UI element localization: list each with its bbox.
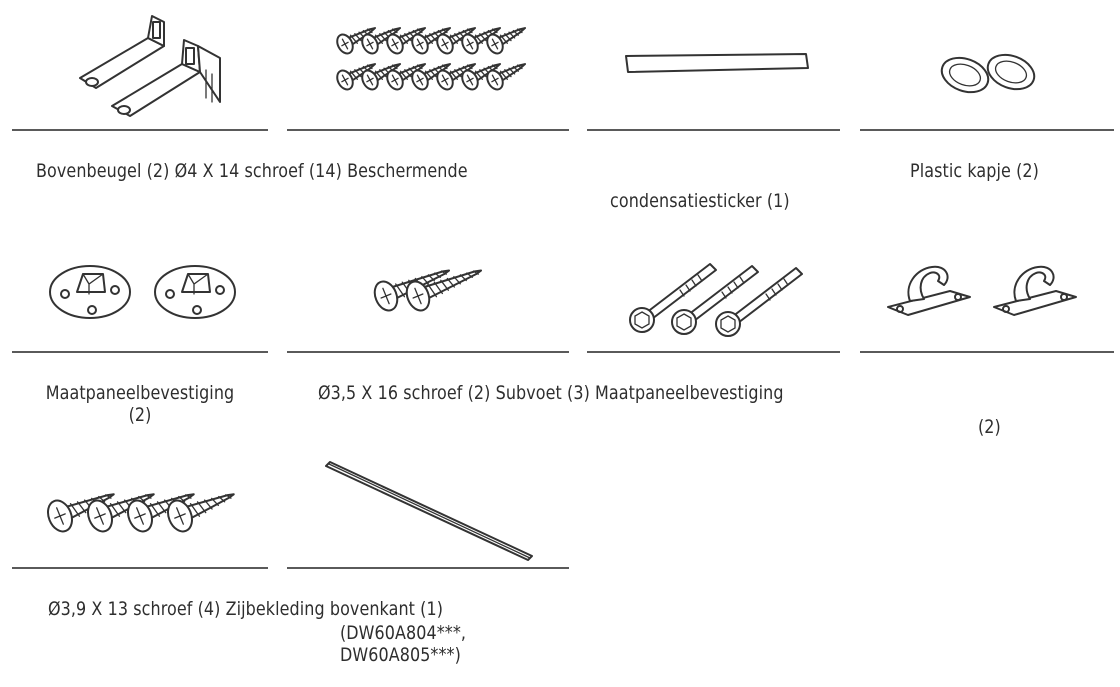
condensation-sticker-icon [620,50,815,80]
subfoot-icon [620,250,820,340]
label-panel-fixing-line2: (2) [128,404,152,426]
label-screw-subfoot-panel-fixing: Ø3,5 X 16 schroef (2) Subvoet (3) Maatpaneelbevestiging [318,382,784,404]
screw-3-5x16-icon [368,250,498,325]
side-trim-icon [318,458,543,568]
divider-line [287,351,569,353]
label-panel-clip-count: (2) [978,416,1001,438]
divider-line [587,129,840,131]
label-plastic-cap: Plastic kapje (2) [910,160,1039,182]
panel-fixing-icon [45,252,245,327]
plastic-cap-icon [935,40,1045,110]
divider-line [587,351,840,353]
divider-line [287,129,569,131]
label-screw-side-trim: Ø3,9 X 13 schroef (4) Zijbekleding bovenkant (1) [48,598,444,620]
divider-line [12,129,268,131]
screw-3-9x13-icon [40,470,250,550]
top-bracket-icon [60,10,240,120]
divider-line [860,129,1114,131]
label-top-bracket-screw-protective: Bovenbeugel (2) Ø4 X 14 schroef (14) Beschermende [36,160,468,182]
screw-4x14-icon [325,22,535,112]
label-model-line2: DW60A805***) [340,644,461,666]
divider-line [287,567,569,569]
label-panel-fixing [39,382,241,426]
panel-clip-icon [880,255,1090,330]
divider-line [12,567,268,569]
divider-line [860,351,1114,353]
label-condensation-sticker: condensatiesticker (1) [610,190,790,212]
label-panel-fixing-line1: Maatpaneelbevestiging [45,382,235,404]
label-model-numbers [340,622,466,666]
label-model-line1: (DW60A804***, [340,622,467,644]
divider-line [12,351,268,353]
